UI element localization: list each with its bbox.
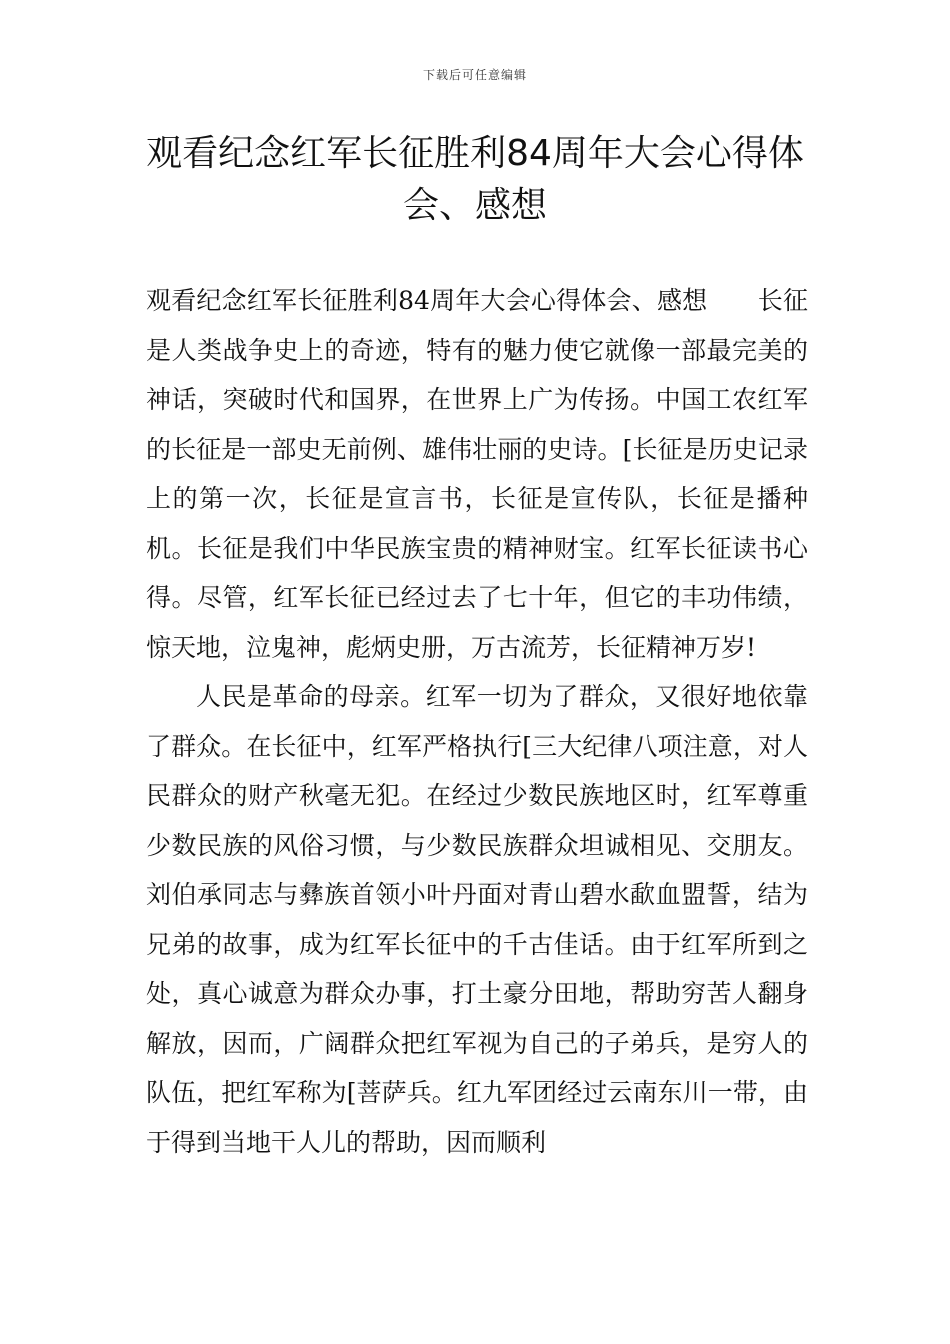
body-text [146, 276, 808, 1167]
page-title: 观看纪念红军长征胜利84周年大会心得体会、感想 [146, 133, 804, 226]
paragraph-2: 人民是革命的母亲。红军一切为了群众，又很好地依靠了群众。在长征中，红军严格执行[三大纪律八项注意，对人民群众的财产秋毫无犯。在经过少数民族地区时，红军尊重少数民族的风俗习惯，与少数民族群众坦诚相见、交朋友。刘伯承同志与彝族首领小叶丹面对青山碧水歃血盟誓，结为兄弟的故事，成为红军长征中的千古佳话。由于红军所到之处，真心诚意为群众办事，打土豪分田地，帮助穷苦人翻身解放，因而，广阔群众把红军视为自己的子弟兵，是穷人的队伍，把红军称为[菩萨兵。红九军团经过云南东川一带，由于得到当地干人儿的帮助，因而顺利 [146, 682, 808, 1157]
paragraph-1: 观看纪念红军长征胜利84周年大会心得体会、感想 长征是人类战争史上的奇迹，特有的魅力使它就像一部最完美的神话，突破时代和国界，在世界上广为传扬。中国工农红军的长征是一部史无前例、雄伟壮丽的史诗。[长征是历史记录上的第一次，长征是宣言书，长征是宣传队，长征是播种机。长征是我们中华民族宝贵的精神财宝。红军长征读书心得。尽管，红军长征已经过去了七十年，但它的丰功伟绩，惊天地，泣鬼神，彪炳史册，万古流芳，长征精神万岁! [146, 286, 808, 662]
header-note: 下载后可任意编辑 [422, 68, 527, 82]
